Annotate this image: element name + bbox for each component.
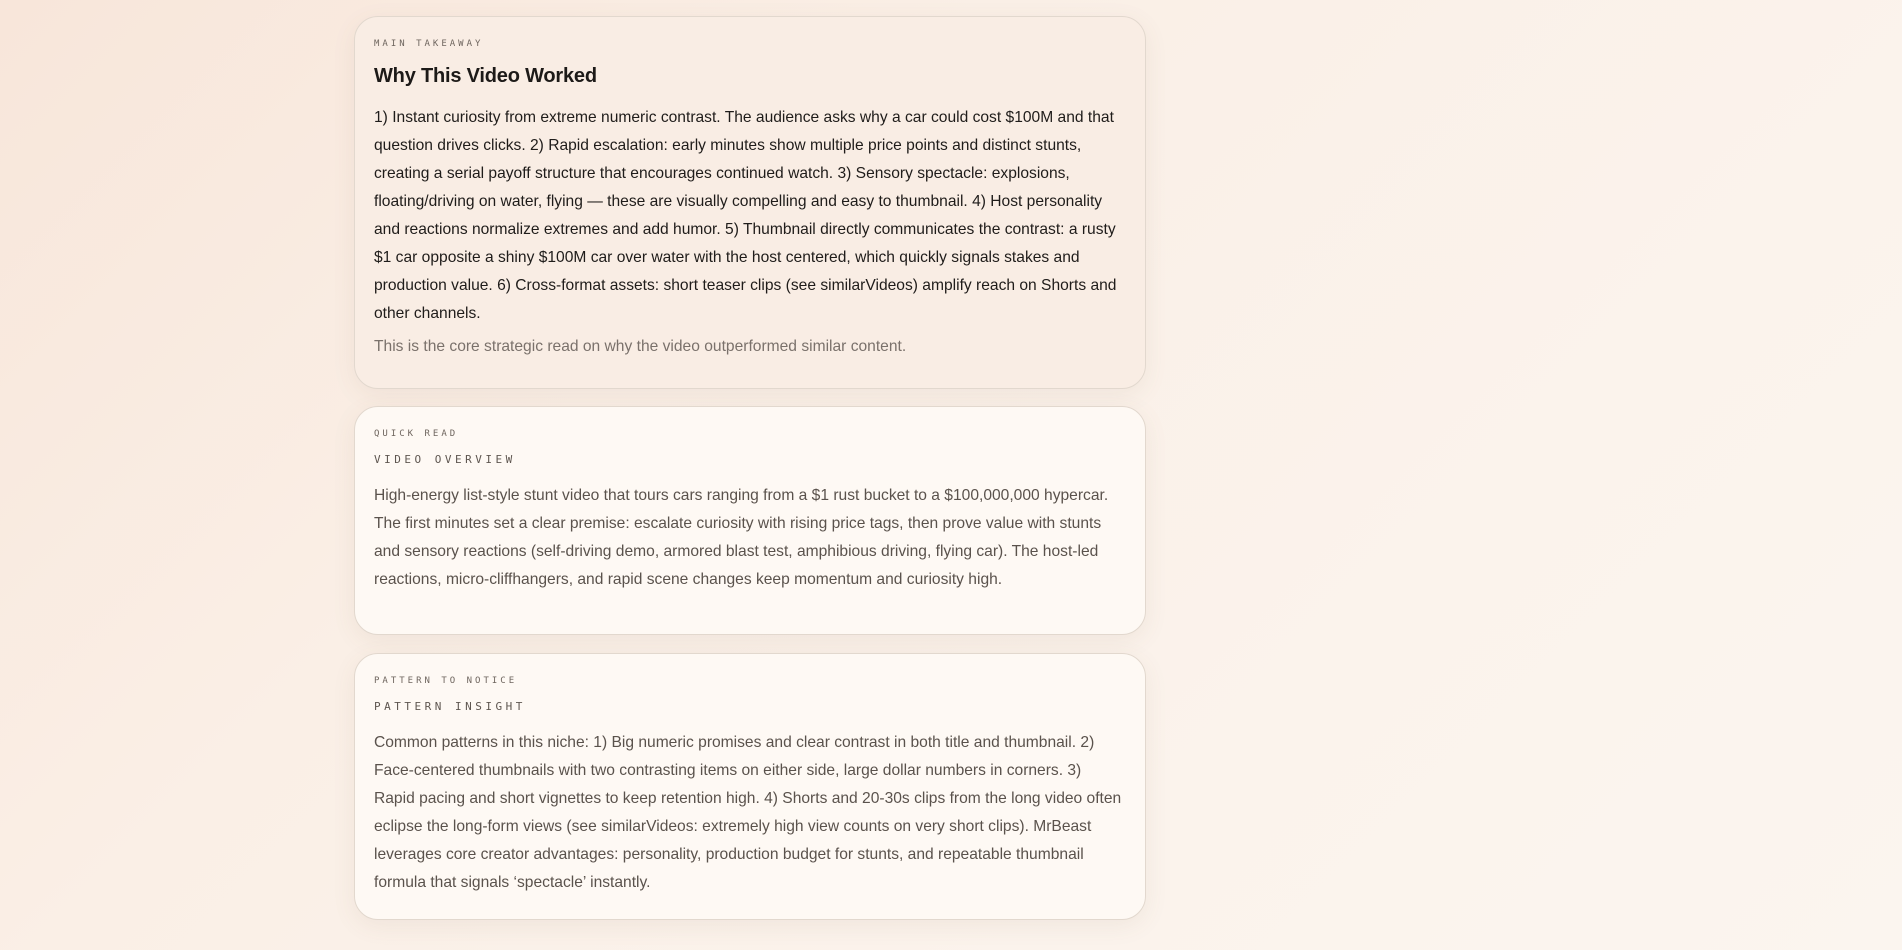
card-note: This is the core strategic read on why the video outperformed similar content. bbox=[374, 338, 907, 355]
card-body: High-energy list-style stunt video that tours cars ranging from a $1 rust bucket to a $100,000,000 hypercar. The first minutes set a clear premise: escalate curiosity with rising price tags, then prove value with stunts and sensory reactions (self-driving demo, armored blast test, amphibious driving, flying car). The host-led reactions, micro-cliffhangers, and rapid scene changes keep momentum and curiosity high. bbox=[374, 487, 1109, 588]
card-eyebrow: QUICK READ bbox=[374, 429, 459, 439]
video-overview-card bbox=[354, 406, 1146, 635]
card-eyebrow: MAIN TAKEAWAY bbox=[374, 39, 484, 49]
pattern-insight-card bbox=[354, 653, 1146, 920]
card-heading: PATTERN INSIGHT bbox=[374, 700, 526, 713]
card-body: Common patterns in this niche: 1) Big numeric promises and clear contrast in both title and thumbnail. 2) Face-centered thumbnails with two contrasting items on either side, large dollar numbers in corners. 3) Rapid pacing and short vignettes to keep retention high. 4) Shorts and 20-30s clips from the long video often eclipse the long-form views (see similarVideos: extremely high view counts on very short clips). MrBeast leverages core creator advantages: personality, production budget for stunts, and repeatable thumbnail formula that signals ‘spectacle’ instantly. bbox=[374, 734, 1122, 891]
card-body: 1) Instant curiosity from extreme numeric contrast. The audience asks why a car could cost $100M and that question drives clicks. 2) Rapid escalation: early minutes show multiple price points and distinct stunts, creating a serial payoff structure that encourages continued watch. 3) Sensory spectacle: explosions, floating/driving on water, flying — these are visually compelling and easy to thumbnail. 4) Host personality and reactions normalize extremes and add humor. 5) Thumbnail directly communicates the contrast: a rusty $1 car opposite a shiny $100M car over water with the host centered, which quickly signals stakes and production value. 6) Cross-format assets: short teaser clips (see similarVideos) amplify reach on Shorts and other channels. bbox=[374, 109, 1117, 322]
card-eyebrow: PATTERN TO NOTICE bbox=[374, 676, 518, 686]
card-heading: VIDEO OVERVIEW bbox=[374, 453, 516, 466]
main-takeaway-card bbox=[354, 16, 1146, 389]
card-title: Why This Video Worked bbox=[374, 65, 597, 87]
